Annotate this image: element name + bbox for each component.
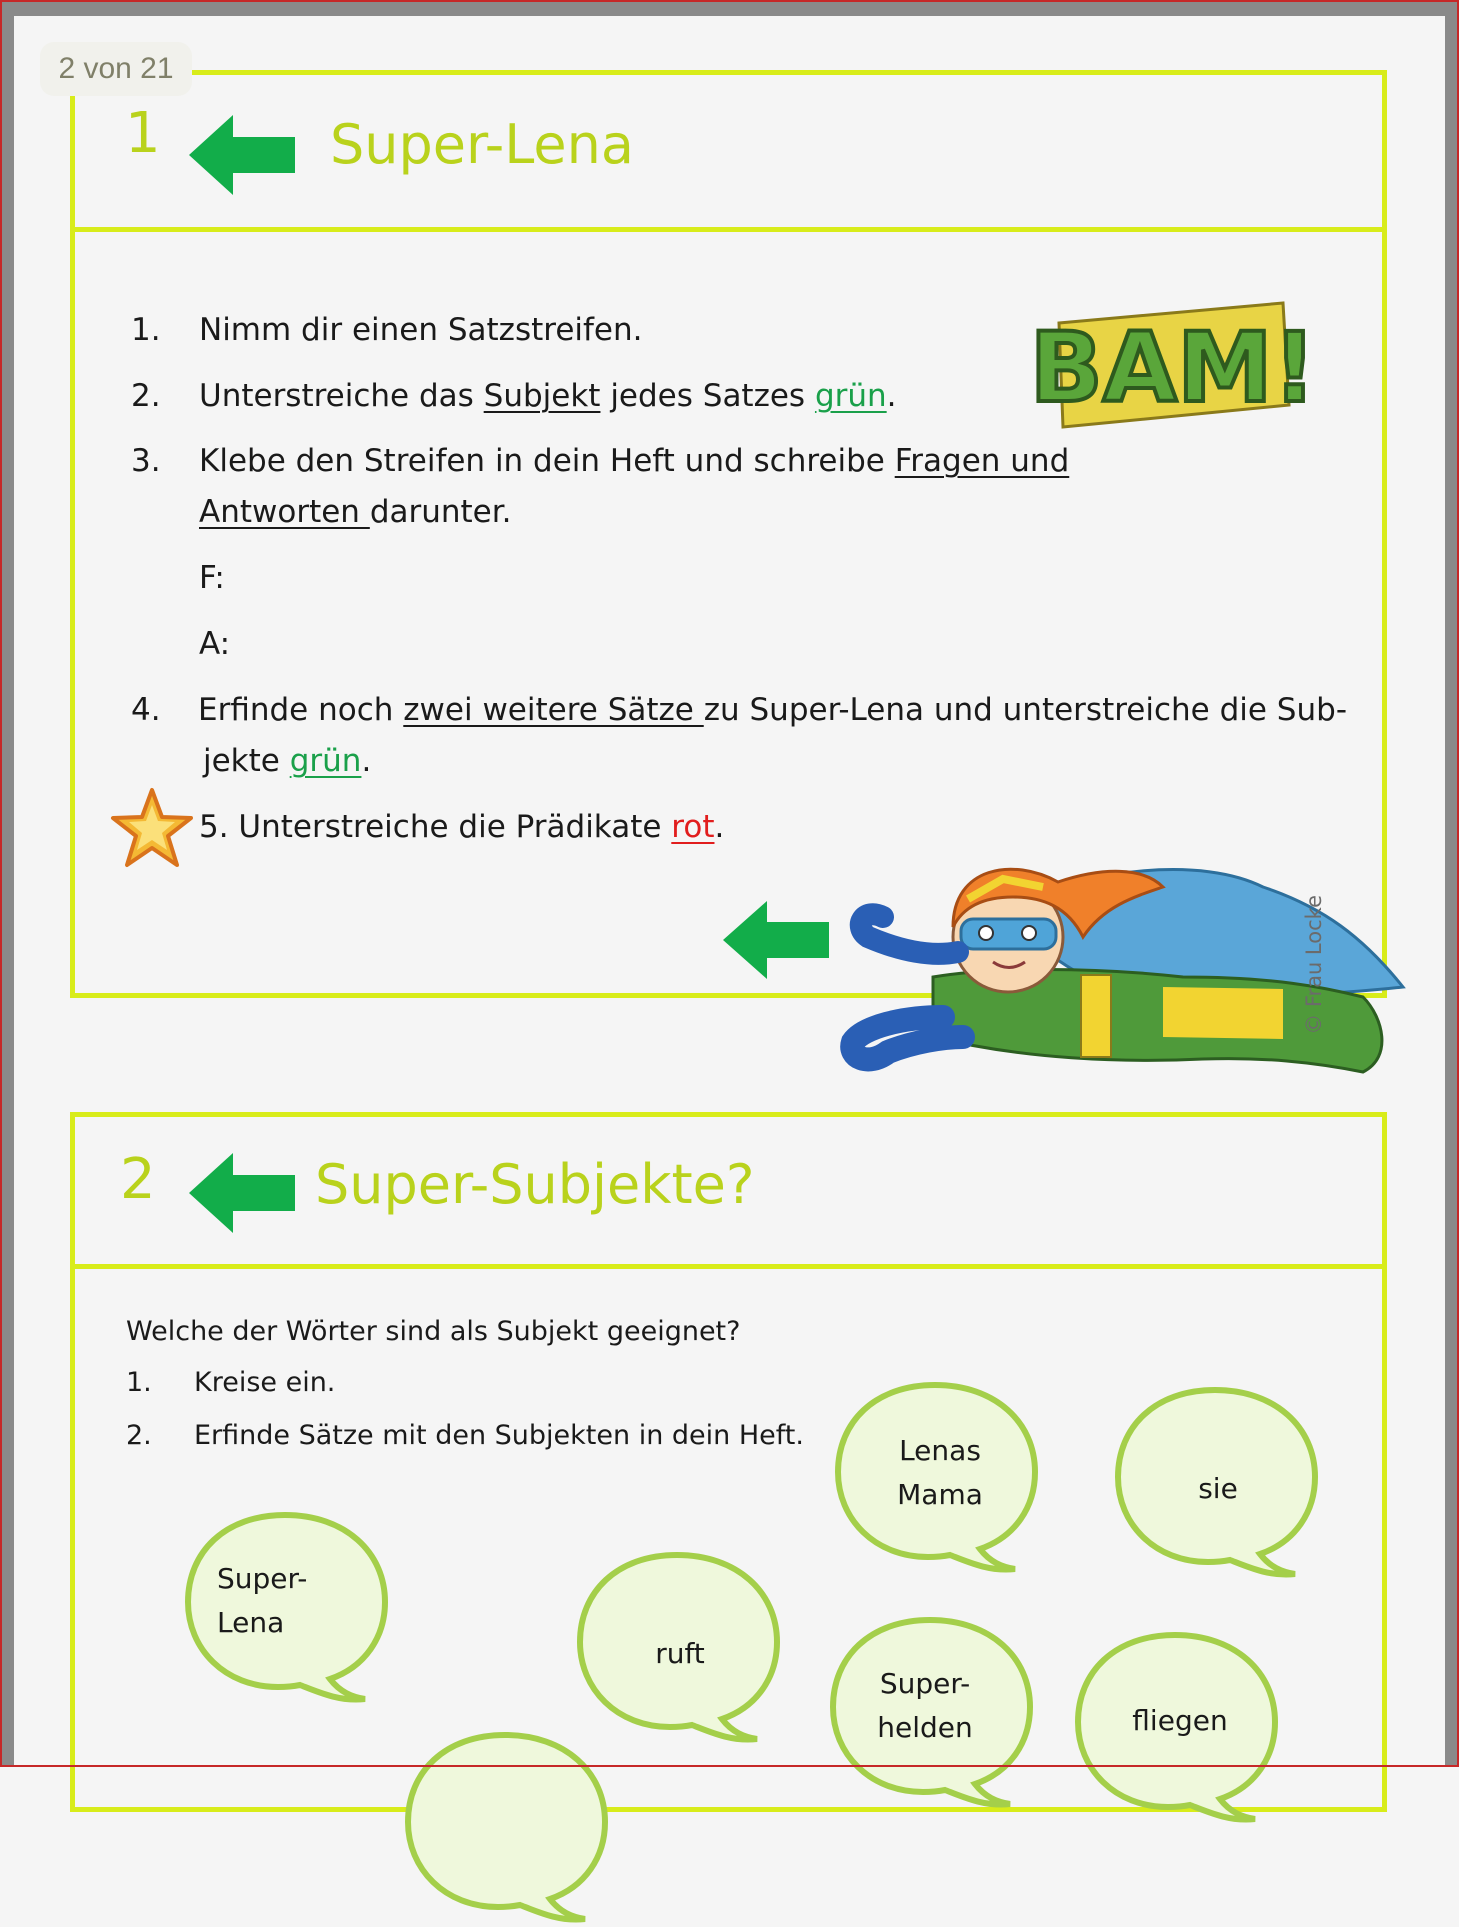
- page-counter: 2 von 21: [40, 42, 192, 96]
- list-item: [131, 312, 643, 348]
- list-item: [131, 443, 1070, 479]
- list-item: [131, 378, 897, 414]
- list-item-continued: Antworten darunter.: [199, 494, 512, 530]
- question-text: Welche der Wörter sind als Subjekt geeignet?: [126, 1316, 741, 1347]
- list-item: [126, 1367, 336, 1398]
- viewer-right-border: [1445, 2, 1457, 1765]
- item-text: Erfinde Sätze mit den Subjekten in dein Heft.: [194, 1420, 804, 1451]
- section-number: 2: [120, 1147, 156, 1212]
- viewer-left-border: [2, 2, 14, 1765]
- item-text: Erfinde noch zwei weitere Sätze zu Super-Lena und unterstreiche die Sub-: [198, 692, 1347, 728]
- answer-line: A:: [199, 626, 231, 662]
- bam-sticker: [1029, 297, 1317, 435]
- bubble-word: Super- helden: [877, 1667, 973, 1744]
- list-item-continued: jekte grün.: [203, 743, 372, 779]
- bonus-item: 5. Unterstreiche die Prädikate rot.: [199, 809, 725, 845]
- bubble-word: ruft: [655, 1637, 705, 1670]
- bubble-word: Lenas Mama: [897, 1434, 983, 1511]
- copyright-credit: © Frau Locke: [1302, 895, 1326, 1035]
- speech-bubble[interactable]: [400, 1727, 620, 1927]
- item-number: 2.: [131, 378, 161, 414]
- item-text: Klebe den Streifen in dein Heft und schreibe Fragen und: [199, 443, 1070, 479]
- section-number: 1: [125, 101, 161, 166]
- bubble-word: fliegen: [1132, 1704, 1228, 1737]
- bam-text: BAM!: [1029, 312, 1317, 424]
- item-number: 4.: [131, 692, 161, 728]
- item-text: Unterstreiche das Subjekt jedes Satzes grün.: [199, 378, 897, 414]
- left-arrow-icon: [189, 1153, 295, 1233]
- left-arrow-icon: [723, 901, 829, 979]
- question-line: F:: [199, 560, 225, 596]
- section-title: Super-Subjekte?: [315, 1153, 755, 1216]
- section-header: [75, 75, 1382, 232]
- left-arrow-icon: [189, 115, 295, 195]
- viewer-top-border: [2, 2, 1457, 16]
- list-item: [126, 1420, 804, 1451]
- superhero-illustration: [843, 827, 1443, 1097]
- section-super-subjekte: [70, 1112, 1387, 1812]
- item-number: 3.: [131, 443, 161, 479]
- item-text: Kreise ein.: [194, 1367, 336, 1398]
- bubble-word: Super- Lena: [217, 1562, 308, 1639]
- section-header: [75, 1117, 1382, 1269]
- section-title: Super-Lena: [330, 113, 634, 176]
- item-number: 2.: [126, 1420, 152, 1451]
- item-number: 1.: [126, 1367, 152, 1398]
- section-super-lena: [70, 70, 1387, 1035]
- item-text: Nimm dir einen Satzstreifen.: [199, 312, 643, 348]
- list-item: [131, 692, 1347, 728]
- star-icon: [111, 787, 193, 869]
- bubble-word: sie: [1198, 1472, 1238, 1505]
- item-number: 1.: [131, 312, 161, 348]
